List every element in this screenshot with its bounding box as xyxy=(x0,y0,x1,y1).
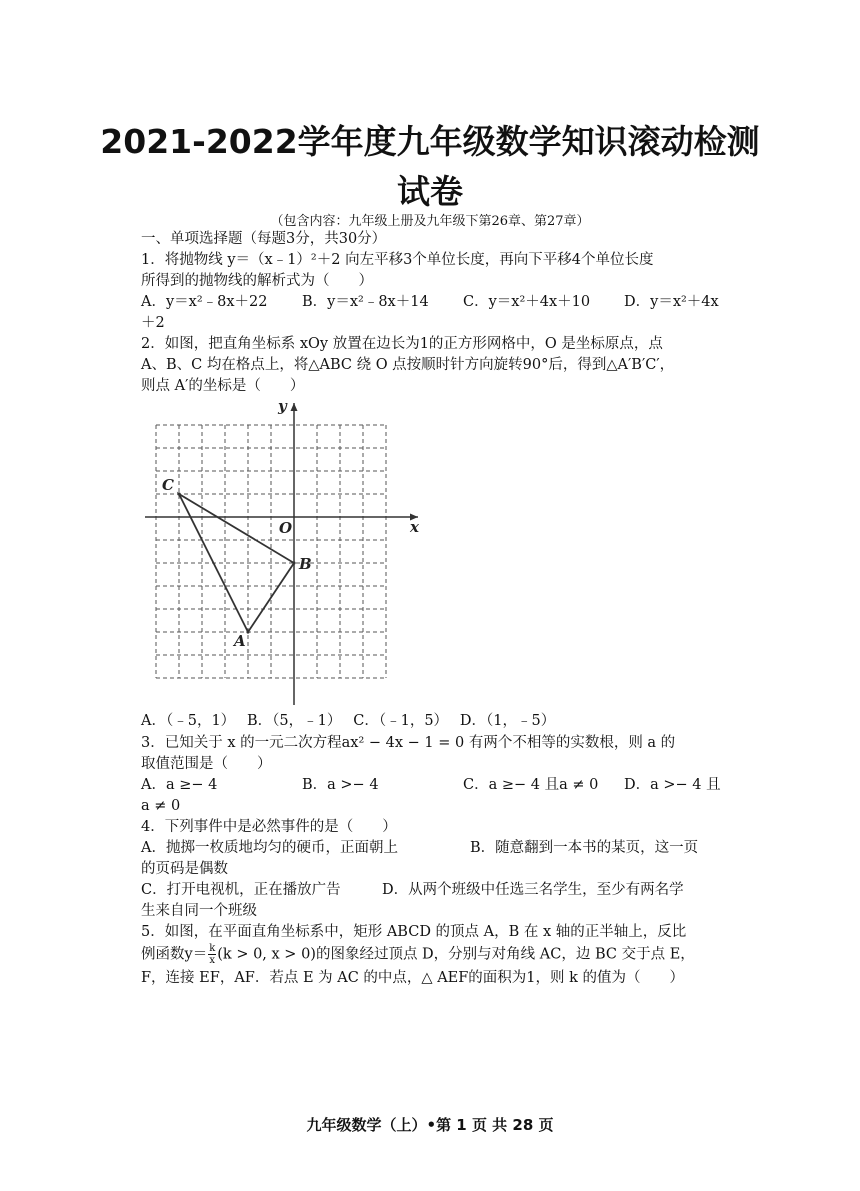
point-c xyxy=(177,492,180,495)
q5-stem-line3: F，连接 EF，AF．若点 E 为 AC 的中点，△ AEF的面积为1，则 k 的值为（ ） xyxy=(141,970,685,986)
coordinate-grid-figure xyxy=(140,395,430,710)
y-axis-label: y xyxy=(278,397,287,415)
q5-stem-line2 xyxy=(141,943,695,966)
q4-option-b: B．随意翻到一本书的某页，这一页 xyxy=(470,840,699,856)
dashed-grid xyxy=(156,425,386,678)
fraction-denominator: x xyxy=(209,955,216,966)
point-b xyxy=(292,561,295,564)
document-title-line1: 2021-2022学年度九年级数学知识滚动检测 xyxy=(100,122,760,161)
point-label-a: A xyxy=(234,632,246,650)
q1-option-a: A．y＝x²﹣8x＋22 xyxy=(141,294,268,310)
q5-stem-line2-prefix: 例函数y＝ xyxy=(141,946,208,963)
document-title-line2: 试卷 xyxy=(397,172,463,211)
page-footer: 九年级数学（上）•第 1 页 共 28 页 xyxy=(306,1116,554,1134)
q2-stem-line3: 则点 A′的坐标是（ ） xyxy=(141,378,305,394)
q2-stem-line2: A、B、C 均在格点上，将△ABC 绕 O 点按顺时针方向旋转90°后，得到△A′B′C′， xyxy=(141,357,675,373)
q2-options: A．（﹣5，1） B．（5，﹣1） C．（﹣1，5） D．（1，﹣5） xyxy=(141,713,556,729)
q4-stem: 4．下列事件中是必然事件的是（ ） xyxy=(141,819,397,835)
x-axis-label: x xyxy=(410,518,419,536)
q3-option-d: D．a >− 4 且 xyxy=(624,777,721,793)
point-label-c: C xyxy=(162,476,174,494)
q2-stem-line1: 2．如图，把直角坐标系 xOy 放置在边长为1的正方形网格中，O 是坐标原点，点 xyxy=(141,336,663,352)
q3-option-b: B．a >− 4 xyxy=(302,777,379,793)
q5-stem-line1: 5．如图，在平面直角坐标系中，矩形 ABCD 的顶点 A，B 在 x 轴的正半轴上，反比 xyxy=(141,924,687,940)
q3-option-a: A．a ≥− 4 xyxy=(141,777,218,793)
q4-option-d-continued: 生来自同一个班级 xyxy=(141,903,257,919)
section-heading: 一、单项选择题（每题3分，共30分） xyxy=(141,231,387,247)
point-label-b: B xyxy=(299,555,312,573)
fraction-k-over-x xyxy=(208,943,216,966)
q5-stem-line2-suffix: (k > 0, x > 0)的图象经过顶点 D，分别与对角线 AC，边 BC 交于点 E， xyxy=(217,946,695,963)
q4-option-d: D．从两个班级中任选三名学生，至少有两名学 xyxy=(382,882,684,898)
point-a xyxy=(246,630,249,633)
q1-option-d-continued: ＋2 xyxy=(141,315,165,331)
q3-option-d-continued: a ≠ 0 xyxy=(141,798,181,814)
q1-stem-line2: 所得到的抛物线的解析式为（ ） xyxy=(141,273,373,289)
y-axis-arrow xyxy=(291,403,298,411)
q4-option-b-continued: 的页码是偶数 xyxy=(141,861,228,877)
figure-labels xyxy=(162,397,420,650)
q3-stem-line2: 取值范围是（ ） xyxy=(141,756,272,772)
content-scope-note: （包含内容：九年级上册及九年级下第26章、第27章） xyxy=(270,214,590,229)
q1-option-c: C．y＝x²＋4x＋10 xyxy=(463,294,591,310)
q3-stem-line1: 3．已知关于 x 的一元二次方程ax² − 4x − 1 = 0 有两个不相等的实数根，则 a 的 xyxy=(141,735,676,751)
q1-stem-line1: 1．将抛物线 y＝（x﹣1）²＋2 向左平移3个单位长度，再向下平移4个单位长度 xyxy=(141,252,654,268)
origin-label: O xyxy=(279,519,293,537)
q4-option-c: C．打开电视机，正在播放广告 xyxy=(141,882,341,898)
q4-option-a: A．抛掷一枚质地均匀的硬币，正面朝上 xyxy=(141,840,398,856)
fraction-numerator: k xyxy=(209,943,216,954)
q1-option-b: B．y＝x²﹣8x＋14 xyxy=(302,294,429,310)
q1-option-d: D．y＝x²＋4x xyxy=(624,294,719,310)
q3-option-c: C．a ≥− 4 且a ≠ 0 xyxy=(463,777,599,793)
